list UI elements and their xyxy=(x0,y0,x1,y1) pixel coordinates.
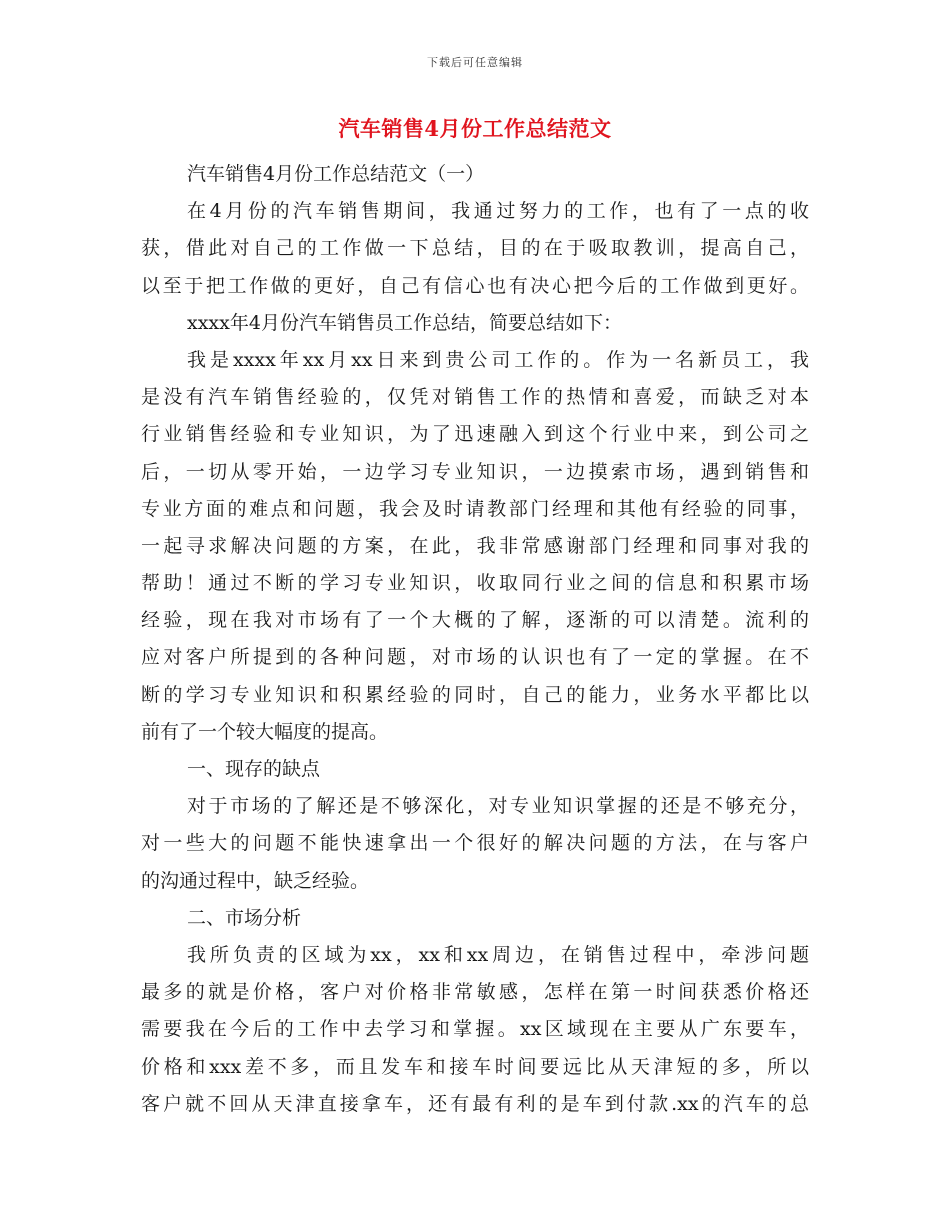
paragraph-line: 客户就不回从天津直接拿车，还有最有利的是车到付款.xx的汽车的总 xyxy=(141,1092,809,1115)
header-note: 下载后可任意编辑 xyxy=(427,56,523,69)
paragraph-line: 对一些大的问题不能快速拿出一个很好的解决问题的方法，在与客户 xyxy=(141,832,809,855)
section-heading: 二、市场分析 xyxy=(187,906,302,929)
paragraph-line: 是没有汽车销售经验的，仅凭对销售工作的热情和喜爱，而缺乏对本 xyxy=(141,386,809,409)
paragraph-line: 断的学习专业知识和积累经验的同时，自己的能力，业务水平都比以 xyxy=(141,683,809,706)
paragraph-line: 后，一切从零开始，一边学习专业知识，一边摸索市场，遇到销售和 xyxy=(141,460,809,483)
paragraph-line: 经验，现在我对市场有了一个大概的了解，逐渐的可以清楚。流利的 xyxy=(141,609,809,632)
paragraph-line: 专业方面的难点和问题，我会及时请教部门经理和其他有经验的同事， xyxy=(141,497,809,520)
paragraph-line: 最多的就是价格，客户对价格非常敏感，怎样在第一时间获悉价格还 xyxy=(141,981,809,1004)
section-heading: 一、现存的缺点 xyxy=(187,758,321,780)
paragraph-line: 在4月份的汽车销售期间，我通过努力的工作，也有了一点的收 xyxy=(187,200,809,223)
paragraph-line: 应对客户所提到的各种问题，对市场的认识也有了一定的掌握。在不 xyxy=(141,646,809,669)
paragraph-line: 前有了一个较大幅度的提高。 xyxy=(141,720,389,743)
paragraph-line: 我是xxxx年xx月xx日来到贵公司工作的。作为一名新员工，我 xyxy=(187,348,809,371)
paragraph-line: 获，借此对自己的工作做一下总结，目的在于吸取教训，提高自己， xyxy=(141,237,809,260)
paragraph-line: 的沟通过程中，缺乏经验。 xyxy=(141,869,370,892)
paragraph-line: xxxx年4月份汽车销售员工作总结，简要总结如下： xyxy=(187,311,622,334)
paragraph-line: 价格和xxx差不多，而且发车和接车时间要远比从天津短的多，所以 xyxy=(141,1055,809,1078)
document-body xyxy=(141,156,809,1123)
paragraph-line: 以至于把工作做的更好，自己有信心也有决心把今后的工作做到更好。 xyxy=(141,274,809,297)
paragraph-line: 行业销售经验和专业知识，为了迅速融入到这个行业中来，到公司之 xyxy=(141,423,809,446)
paragraph-line: 需要我在今后的工作中去学习和掌握。xx区域现在主要从广东要车， xyxy=(141,1018,809,1041)
paragraph-line: 对于市场的了解还是不够深化，对专业知识掌握的还是不够充分， xyxy=(187,795,809,818)
paragraph-line: 帮助！通过不断的学习专业知识，收取同行业之间的信息和积累市场 xyxy=(141,572,809,595)
paragraph-line: 一起寻求解决问题的方案，在此，我非常感谢部门经理和同事对我的 xyxy=(141,534,809,557)
document-title: 汽车销售4月份工作总结范文 xyxy=(338,116,612,141)
subtitle-line: 汽车销售4月份工作总结范文（一） xyxy=(187,163,485,185)
paragraph-line: 我所负责的区域为xx，xx和xx周边，在销售过程中，牵涉问题 xyxy=(187,943,809,966)
